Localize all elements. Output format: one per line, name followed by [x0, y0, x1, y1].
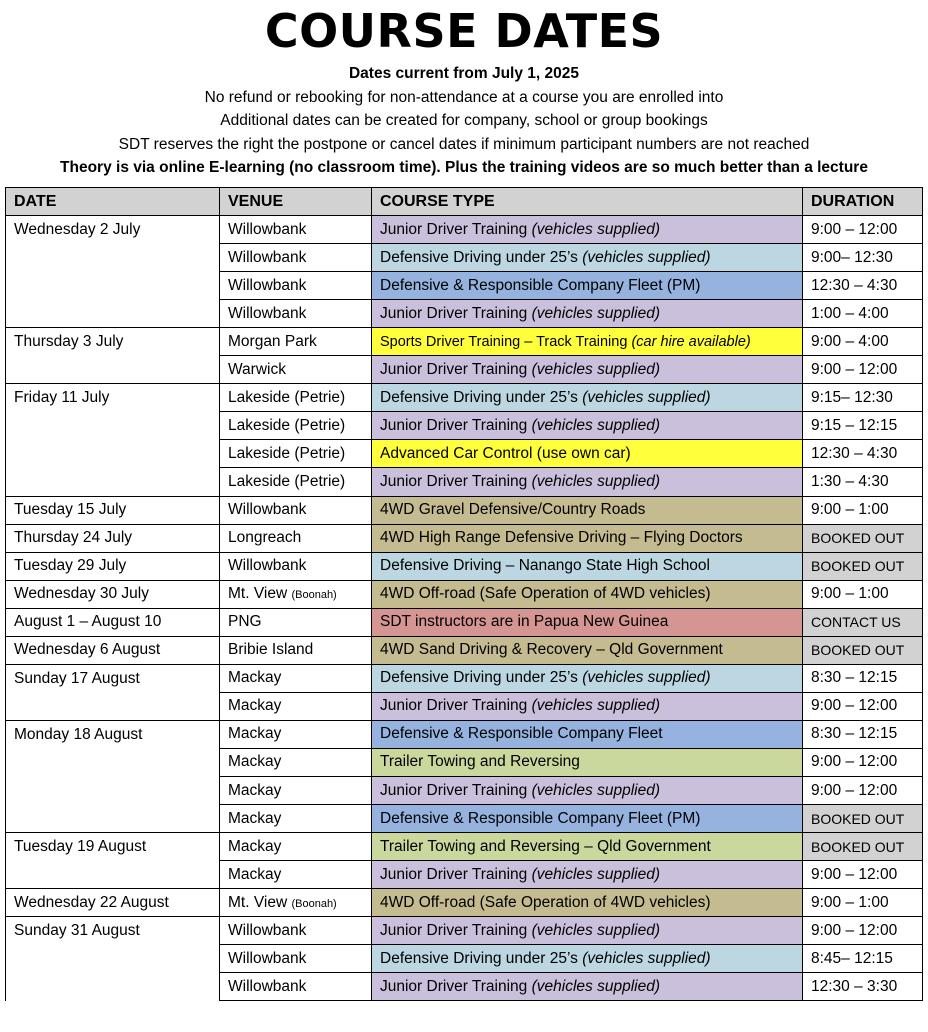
date-cell: [6, 440, 220, 468]
duration-cell: 9:00 – 12:00: [803, 748, 923, 776]
course-type-name: Junior Driver Training: [380, 304, 528, 322]
table-row: [6, 805, 923, 833]
venue-cell: [220, 636, 372, 664]
venue-name: Mt. View: [228, 585, 288, 603]
course-type-note: (vehicles supplied): [531, 697, 660, 715]
date-cell: Thursday 24 July: [6, 524, 220, 552]
date-cell: [6, 861, 220, 889]
course-type-cell: [372, 300, 803, 328]
course-type-name: Junior Driver Training: [380, 220, 528, 238]
venue-name: Bribie Island: [228, 641, 314, 659]
course-type-cell: [372, 720, 803, 748]
duration-cell: CONTACT US: [803, 608, 923, 636]
header-duration: DURATION: [803, 188, 923, 216]
table-row: [6, 776, 923, 804]
course-dates-table: [5, 187, 923, 1001]
venue-cell: [220, 973, 372, 1001]
venue-name: Longreach: [228, 529, 302, 547]
course-type-name: Trailer Towing and Reversing: [380, 753, 580, 771]
course-type-cell: [372, 889, 803, 917]
venue-cell: [220, 440, 372, 468]
course-type-note: (vehicles supplied): [531, 416, 660, 434]
table-row: [6, 664, 923, 692]
duration-cell: BOOKED OUT: [803, 833, 923, 861]
date-cell: [6, 412, 220, 440]
duration-cell: 9:00 – 12:00: [803, 356, 923, 384]
course-type-cell: [372, 384, 803, 412]
duration-cell: BOOKED OUT: [803, 805, 923, 833]
table-row: [6, 636, 923, 664]
course-type-name: Trailer Towing and Reversing – Qld Government: [380, 837, 711, 855]
course-type-cell: [372, 216, 803, 244]
course-type-name: 4WD Sand Driving & Recovery – Qld Government: [380, 641, 723, 659]
intro-refund-policy: No refund or rebooking for non-attendance at a course you are enrolled into: [204, 88, 724, 106]
venue-cell: [220, 300, 372, 328]
course-type-note: (vehicles supplied): [531, 921, 660, 939]
venue-name: Willowbank: [228, 220, 307, 238]
date-cell: [6, 973, 220, 1001]
course-type-name: Junior Driver Training: [380, 865, 528, 883]
course-type-cell: [372, 496, 803, 524]
table-row: [6, 833, 923, 861]
date-cell: [6, 692, 220, 720]
course-type-note: (vehicles supplied): [531, 977, 660, 995]
venue-name: Mackay: [228, 725, 282, 743]
table-row: [6, 945, 923, 973]
venue-cell: [220, 608, 372, 636]
date-cell: [6, 468, 220, 496]
table-row: [6, 244, 923, 272]
course-type-note: (vehicles supplied): [582, 949, 711, 967]
table-row: [6, 552, 923, 580]
course-type-name: SDT instructors are in Papua New Guinea: [380, 613, 669, 631]
course-type-note: (vehicles supplied): [531, 304, 660, 322]
venue-name: Mackay: [228, 697, 282, 715]
table-row: [6, 608, 923, 636]
intro-additional-dates: Additional dates can be created for company, school or group bookings: [220, 112, 708, 129]
venue-name: Willowbank: [228, 248, 307, 266]
intro-block: [0, 62, 928, 180]
table-row: [6, 973, 923, 1001]
venue-cell: [220, 776, 372, 804]
date-cell: Wednesday 2 July: [6, 216, 220, 244]
venue-cell: [220, 748, 372, 776]
course-type-name: Defensive & Responsible Company Fleet: [380, 725, 663, 743]
header-course-type: COURSE TYPE: [372, 188, 803, 216]
course-type-cell: [372, 580, 803, 608]
duration-cell: 9:00 – 12:00: [803, 216, 923, 244]
course-type-note: (vehicles supplied): [531, 781, 660, 799]
venue-name: Lakeside (Petrie): [228, 388, 346, 406]
venue-cell: [220, 496, 372, 524]
duration-cell: 9:00 – 12:00: [803, 917, 923, 945]
date-cell: Tuesday 29 July: [6, 552, 220, 580]
course-type-name: Defensive Driving under 25’s: [380, 669, 578, 687]
date-cell: Tuesday 15 July: [6, 496, 220, 524]
venue-cell: [220, 468, 372, 496]
course-type-name: Junior Driver Training: [380, 977, 528, 995]
venue-name: Lakeside (Petrie): [228, 444, 346, 462]
venue-area: (Boonah): [291, 897, 337, 910]
venue-cell: [220, 384, 372, 412]
venue-name: Willowbank: [228, 977, 307, 995]
course-type-cell: [372, 917, 803, 945]
venue-cell: [220, 692, 372, 720]
duration-cell: 12:30 – 4:30: [803, 272, 923, 300]
course-type-cell: [372, 608, 803, 636]
duration-cell: 8:30 – 12:15: [803, 720, 923, 748]
course-type-cell: [372, 636, 803, 664]
date-cell: Sunday 17 August: [6, 664, 220, 692]
venue-name: Mackay: [228, 809, 282, 827]
course-type-cell: [372, 468, 803, 496]
course-type-cell: [372, 664, 803, 692]
table-row: [6, 356, 923, 384]
date-cell: [6, 805, 220, 833]
duration-cell: BOOKED OUT: [803, 524, 923, 552]
table-row: [6, 692, 923, 720]
course-type-note: (vehicles supplied): [531, 220, 660, 238]
table-row: [6, 580, 923, 608]
date-cell: Sunday 31 August: [6, 917, 220, 945]
date-cell: Wednesday 30 July: [6, 580, 220, 608]
course-type-cell: [372, 973, 803, 1001]
duration-cell: 12:30 – 4:30: [803, 440, 923, 468]
table-row: [6, 861, 923, 889]
venue-cell: [220, 945, 372, 973]
table-row: [6, 412, 923, 440]
venue-cell: [220, 272, 372, 300]
date-cell: Wednesday 22 August: [6, 889, 220, 917]
course-type-cell: [372, 805, 803, 833]
venue-cell: [220, 580, 372, 608]
venue-area: (Boonah): [291, 589, 337, 602]
date-cell: [6, 776, 220, 804]
table-row: [6, 384, 923, 412]
duration-cell: 1:00 – 4:00: [803, 300, 923, 328]
header-date: DATE: [6, 188, 220, 216]
venue-cell: [220, 889, 372, 917]
venue-name: Mackay: [228, 669, 282, 687]
duration-cell: 9:00 – 1:00: [803, 889, 923, 917]
venue-name: Willowbank: [228, 557, 307, 575]
date-cell: [6, 748, 220, 776]
duration-cell: 9:00– 12:30: [803, 244, 923, 272]
venue-cell: [220, 244, 372, 272]
duration-cell: 9:00 – 4:00: [803, 328, 923, 356]
course-type-name: Sports Driver Training – Track Training: [380, 333, 628, 350]
duration-cell: 12:30 – 3:30: [803, 973, 923, 1001]
date-cell: August 1 – August 10: [6, 608, 220, 636]
date-cell: Wednesday 6 August: [6, 636, 220, 664]
duration-cell: 9:15– 12:30: [803, 384, 923, 412]
table-row: [6, 328, 923, 356]
intro-dates-current: Dates current from July 1, 2025: [348, 65, 580, 82]
course-type-note: (vehicles supplied): [531, 360, 660, 378]
table-row: [6, 468, 923, 496]
venue-name: Mt. View: [228, 893, 288, 911]
duration-cell: 9:00 – 12:00: [803, 692, 923, 720]
course-type-name: Advanced Car Control (use own car): [380, 444, 631, 462]
venue-cell: [220, 917, 372, 945]
venue-name: Willowbank: [228, 501, 307, 519]
venue-name: Willowbank: [228, 304, 307, 322]
table-row: [6, 272, 923, 300]
venue-name: Willowbank: [228, 276, 307, 294]
course-type-name: Junior Driver Training: [380, 697, 528, 715]
course-type-name: Junior Driver Training: [380, 921, 528, 939]
course-type-note: (vehicles supplied): [531, 472, 660, 490]
course-type-name: 4WD Gravel Defensive/Country Roads: [380, 501, 646, 519]
duration-cell: BOOKED OUT: [803, 636, 923, 664]
date-cell: [6, 945, 220, 973]
date-cell: [6, 272, 220, 300]
course-type-name: Defensive Driving under 25’s: [380, 949, 578, 967]
course-type-cell: [372, 692, 803, 720]
course-type-cell: [372, 776, 803, 804]
course-type-name: Junior Driver Training: [380, 360, 528, 378]
course-type-note: (vehicles supplied): [582, 669, 711, 687]
course-type-note: (vehicles supplied): [582, 388, 711, 406]
course-type-cell: [372, 272, 803, 300]
table-row: [6, 216, 923, 244]
course-type-name: Junior Driver Training: [380, 416, 528, 434]
course-type-note: (vehicles supplied): [531, 865, 660, 883]
venue-name: Mackay: [228, 781, 282, 799]
date-cell: [6, 356, 220, 384]
course-type-cell: [372, 356, 803, 384]
course-type-name: Defensive & Responsible Company Fleet (PM): [380, 809, 701, 827]
venue-cell: [220, 833, 372, 861]
course-type-name: 4WD Off-road (Safe Operation of 4WD vehicles): [380, 585, 711, 603]
venue-cell: [220, 720, 372, 748]
course-type-name: Defensive Driving – Nanango State High School: [380, 557, 710, 575]
intro-postpone-notice: SDT reserves the right the postpone or cancel dates if minimum participant numbers are not reached: [118, 135, 810, 153]
course-type-cell: [372, 861, 803, 889]
venue-cell: [220, 805, 372, 833]
duration-cell: BOOKED OUT: [803, 552, 923, 580]
course-type-cell: [372, 524, 803, 552]
course-type-cell: [372, 945, 803, 973]
course-type-name: 4WD Off-road (Safe Operation of 4WD vehicles): [380, 893, 711, 911]
venue-cell: [220, 412, 372, 440]
venue-name: Mackay: [228, 865, 282, 883]
table-row: [6, 889, 923, 917]
venue-cell: [220, 524, 372, 552]
table-row: [6, 524, 923, 552]
venue-name: Mackay: [228, 837, 282, 855]
date-cell: Friday 11 July: [6, 384, 220, 412]
duration-cell: 1:30 – 4:30: [803, 468, 923, 496]
table-row: [6, 720, 923, 748]
venue-cell: [220, 356, 372, 384]
table-row: [6, 917, 923, 945]
venue-name: Morgan Park: [228, 332, 317, 350]
course-type-name: 4WD High Range Defensive Driving – Flying Doctors: [380, 529, 743, 547]
venue-name: PNG: [228, 613, 262, 631]
venue-name: Lakeside (Petrie): [228, 416, 346, 434]
venue-cell: [220, 664, 372, 692]
date-cell: Monday 18 August: [6, 720, 220, 748]
duration-cell: 9:00 – 1:00: [803, 580, 923, 608]
venue-name: Warwick: [228, 360, 286, 378]
intro-theory-note: Theory is via online E-learning (no classroom time). Plus the training videos are so much better than a lecture: [60, 159, 868, 176]
duration-cell: 9:00 – 12:00: [803, 861, 923, 889]
table-row: [6, 300, 923, 328]
header-venue: VENUE: [220, 188, 372, 216]
table-body: [6, 216, 923, 1001]
course-type-note: (vehicles supplied): [582, 248, 711, 266]
duration-cell: 9:00 – 12:00: [803, 776, 923, 804]
duration-cell: 9:00 – 1:00: [803, 496, 923, 524]
duration-cell: 9:15 – 12:15: [803, 412, 923, 440]
venue-name: Willowbank: [228, 921, 307, 939]
course-type-name: Defensive & Responsible Company Fleet (PM): [380, 276, 701, 294]
page-title: COURSE DATES: [264, 4, 664, 58]
venue-cell: [220, 861, 372, 889]
duration-cell: 8:45– 12:15: [803, 945, 923, 973]
course-type-name: Defensive Driving under 25’s: [380, 388, 578, 406]
course-type-cell: [372, 244, 803, 272]
course-type-name: Defensive Driving under 25’s: [380, 248, 578, 266]
venue-name: Lakeside (Petrie): [228, 472, 346, 490]
venue-cell: [220, 328, 372, 356]
duration-cell: 8:30 – 12:15: [803, 664, 923, 692]
date-cell: [6, 244, 220, 272]
table-row: [6, 496, 923, 524]
course-type-name: Junior Driver Training: [380, 472, 528, 490]
course-type-note: (car hire available): [631, 333, 751, 350]
course-type-cell: [372, 552, 803, 580]
venue-name: Mackay: [228, 753, 282, 771]
course-type-name: Junior Driver Training: [380, 781, 528, 799]
table-row: [6, 440, 923, 468]
date-cell: Tuesday 19 August: [6, 833, 220, 861]
course-type-cell: [372, 833, 803, 861]
venue-name: Willowbank: [228, 949, 307, 967]
course-type-cell: [372, 440, 803, 468]
course-type-cell: [372, 328, 803, 356]
date-cell: [6, 300, 220, 328]
venue-cell: [220, 552, 372, 580]
venue-cell: [220, 216, 372, 244]
course-type-cell: [372, 748, 803, 776]
table-header-row: [6, 188, 923, 216]
course-type-cell: [372, 412, 803, 440]
table-row: [6, 748, 923, 776]
date-cell: Thursday 3 July: [6, 328, 220, 356]
